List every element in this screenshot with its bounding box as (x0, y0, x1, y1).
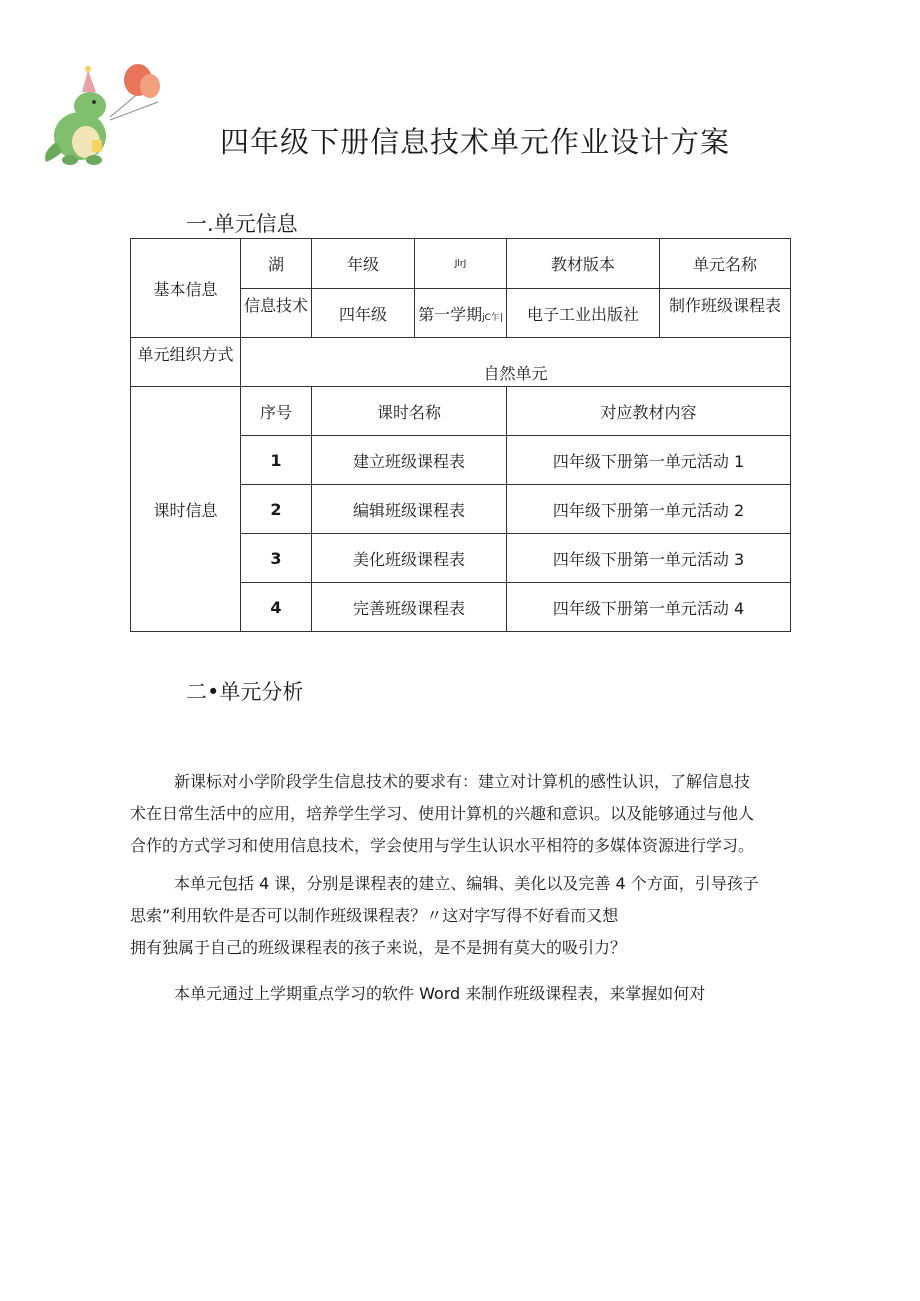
grade-value: 四年级 (312, 289, 415, 338)
header-unit-name: 单元名称 (660, 239, 791, 289)
lesson-content: 四年级下册第一单元活动 3 (507, 534, 791, 583)
lesson-no: 1 (241, 436, 312, 485)
basic-info-label: 基本信息 (131, 239, 241, 338)
org-label: 单元组织方式 (131, 338, 241, 387)
lesson-name: 编辑班级课程表 (312, 485, 507, 534)
paragraph-word-software (130, 982, 800, 1006)
subject-value: 信息技术 (241, 289, 312, 338)
col-header-no: 序号 (241, 387, 312, 436)
paragraph-line: 本单元包括 4 课，分别是课程表的建立、编辑、美化以及完善 4 个方面，引导孩子 (174, 874, 759, 893)
paragraph-line: 合作的方式学习和使用信息技术，学会使用与学生认识水平相符的多媒体资源进行学习。 (130, 836, 755, 855)
org-value: 自然单元 (241, 338, 791, 387)
term-cell (415, 289, 507, 338)
lesson-content: 四年级下册第一单元活动 2 (507, 485, 791, 534)
paragraph-line: 拥有独属于自己的班级课程表的孩子来说，是不是拥有莫大的吸引力？ (130, 938, 627, 957)
lesson-name: 美化班级课程表 (312, 534, 507, 583)
lesson-no: 2 (241, 485, 312, 534)
lesson-content: 四年级下册第一单元活动 1 (507, 436, 791, 485)
section-heading-unit-info: 一.单元信息 (186, 212, 298, 236)
unit-info-table (130, 238, 791, 632)
edition-value: 电子工业出版社 (507, 289, 660, 338)
lesson-no: 4 (241, 583, 312, 632)
document-title: 四年级下册信息技术单元作业设计方案 (219, 125, 730, 159)
header-subject: 湖 (241, 239, 312, 289)
header-grade: 年级 (312, 239, 415, 289)
paragraph-line: 本单元通过上学期重点学习的软件 Word 来制作班级课程表，来掌握如何对 (174, 984, 706, 1003)
paragraph-line: 新课标对小学阶段学生信息技术的要求有：建立对计算机的感性认识，了解信息技 (174, 772, 751, 791)
lesson-name: 完善班级课程表 (312, 583, 507, 632)
term-note: jC乍| (482, 312, 503, 323)
section-heading-unit-analysis: 二•单元分析 (186, 680, 304, 704)
header-term: JlrJ (415, 239, 507, 289)
lesson-name: 建立班级课程表 (312, 436, 507, 485)
paragraph-curriculum (130, 770, 800, 858)
lesson-info-label: 课时信息 (131, 387, 241, 632)
unit-name-value: 制作班级课程表 (660, 289, 791, 338)
paragraph-line: 术在日常生活中的应用，培养学生学习、使用计算机的兴趣和意识。以及能够通过与他人 (130, 804, 755, 823)
lesson-no: 3 (241, 534, 312, 583)
col-header-name: 课时名称 (312, 387, 507, 436)
lesson-content: 四年级下册第一单元活动 4 (507, 583, 791, 632)
paragraph-line: 思索”利用软件是否可以制作班级课程表？〃这对字写得不好看而又想 (130, 906, 619, 925)
paragraph-unit-overview (130, 872, 800, 960)
col-header-content: 对应教材内容 (507, 387, 791, 436)
term-value: 第一学期 (418, 304, 483, 324)
header-edition: 教材版本 (507, 239, 660, 289)
